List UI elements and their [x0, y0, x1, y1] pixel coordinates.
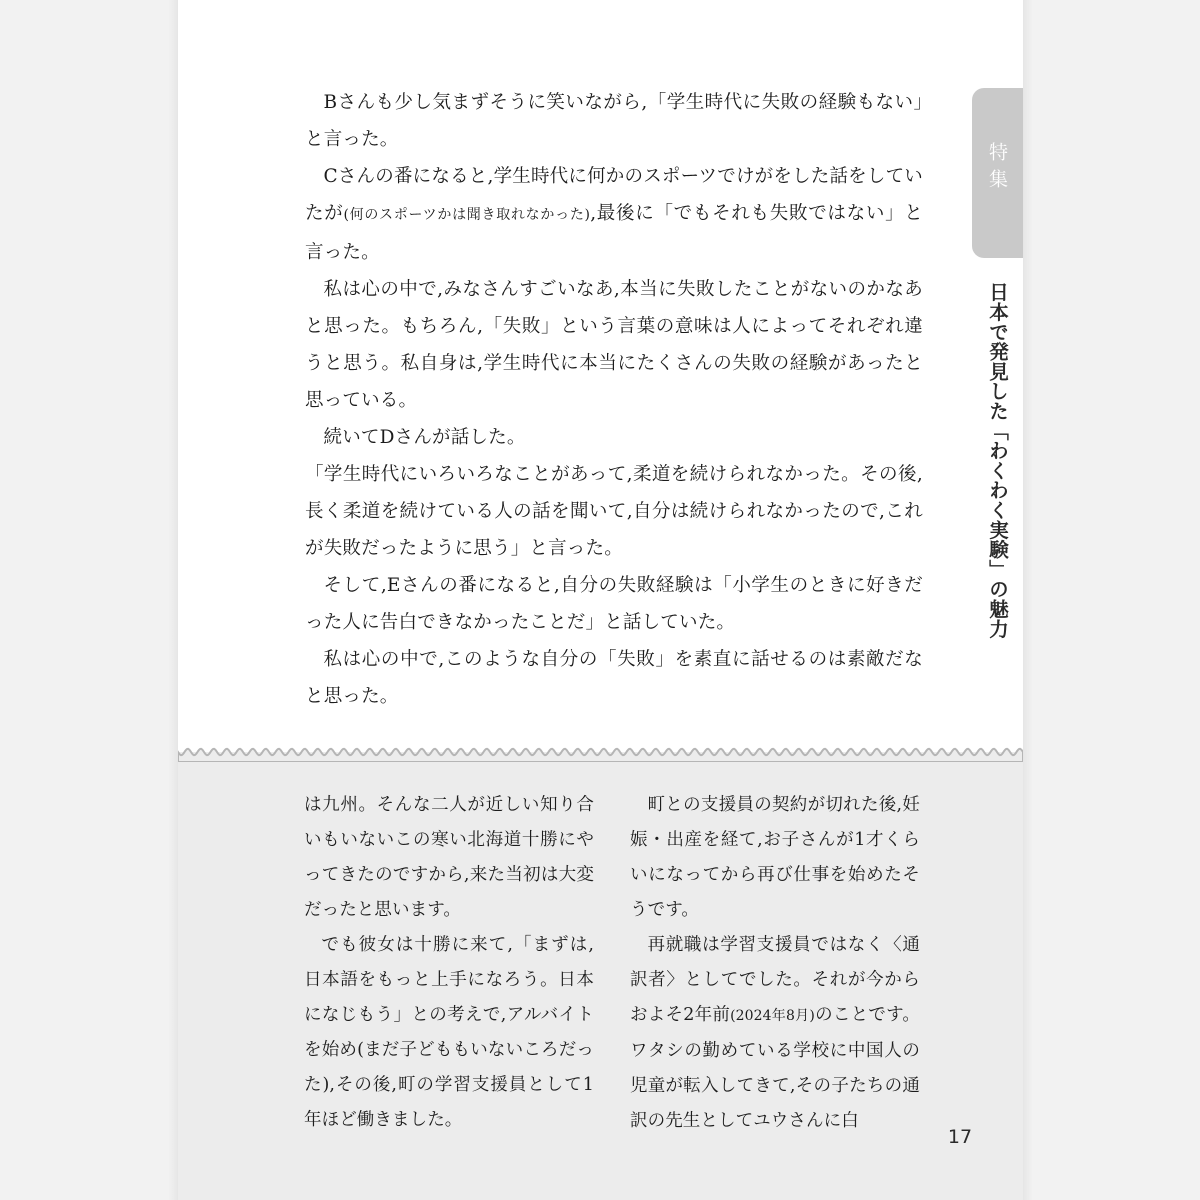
paragraph-text: Cさんの番になると,学生時代に何かのスポーツでけがをした話をしていたが — [305, 166, 923, 224]
column-paragraph — [630, 928, 920, 1139]
main-paragraph: 「学生時代にいろいろなことがあって,柔道を続けられなかった。その後,長く柔道を続けている人の話を聞いて,自分は続けられなかったので,これが失敗だったように思う」と言った。 — [305, 464, 923, 559]
feature-title: 日本で発見した「わくわく実験」の魅力 — [986, 282, 1009, 639]
section-tab-label: 特集 — [986, 142, 1008, 196]
main-paragraph — [305, 158, 923, 271]
section-tab — [972, 88, 1023, 258]
left-column — [304, 788, 594, 1138]
column-paragraph: 町との支援員の契約が切れた後,妊娠・出産を経て,お子さんが1才くらいになってから再び仕事を始めたそうです。 — [630, 795, 920, 920]
wave-divider — [178, 742, 1023, 762]
paragraph-text: のことです。ワタシの勤めている学校に中国人の児童が転入してきて,その子たちの通訳の先生としてユウさんに白 — [630, 1005, 921, 1131]
page-shadow-right — [1023, 0, 1033, 1200]
paragraph-text: 再就職は学習支援員ではなく〈通訳者〉としてでした。それが今からおよそ2年前 — [630, 935, 920, 1025]
column-paragraph: でも彼女は十勝に来て,「まずは,日本語をもっと上手になろう。日本になじもう」との考えで,アルバイトを始め(まだ子どももいないころだった),その後,町の学習支援員として1年ほど働きました。 — [304, 935, 594, 1130]
main-text-block — [305, 84, 923, 715]
page-shadow-left — [168, 0, 178, 1200]
parenthetical-note: (2024年8月) — [730, 1008, 815, 1024]
main-paragraph: 続いてDさんが話した。 — [323, 427, 526, 448]
main-paragraph: そして,Eさんの番になると,自分の失敗経験は「小学生のときに好きだった人に告白できなかったことだ」と話していた。 — [305, 575, 923, 633]
main-paragraph: 私は心の中で,みなさんすごいなあ,本当に失敗したことがないのかなあと思った。もちろん,「失敗」という言葉の意味は人によってそれぞれ違うと思う。私自身は,学生時代に本当にたくさんの失敗の経験があったと思っている。 — [305, 279, 923, 411]
main-paragraph: Bさんも少し気まずそうに笑いながら,「学生時代に失敗の経験もない」と言った。 — [305, 92, 923, 150]
paragraph-text: ,最後に「でもそれも失敗ではない」と言った。 — [305, 203, 923, 263]
right-column — [630, 788, 920, 1139]
column-paragraph: は九州。そんな二人が近しい知り合いもいないこの寒い北海道十勝にやってきたのですから,来た当初は大変だったと思います。 — [304, 795, 594, 920]
main-paragraph: 私は心の中で,このような自分の「失敗」を素直に話せるのは素敵だなと思った。 — [305, 649, 923, 707]
page-number: 17 — [947, 1126, 973, 1148]
parenthetical-note: (何のスポーツかは聞き取れなかった) — [343, 207, 591, 223]
